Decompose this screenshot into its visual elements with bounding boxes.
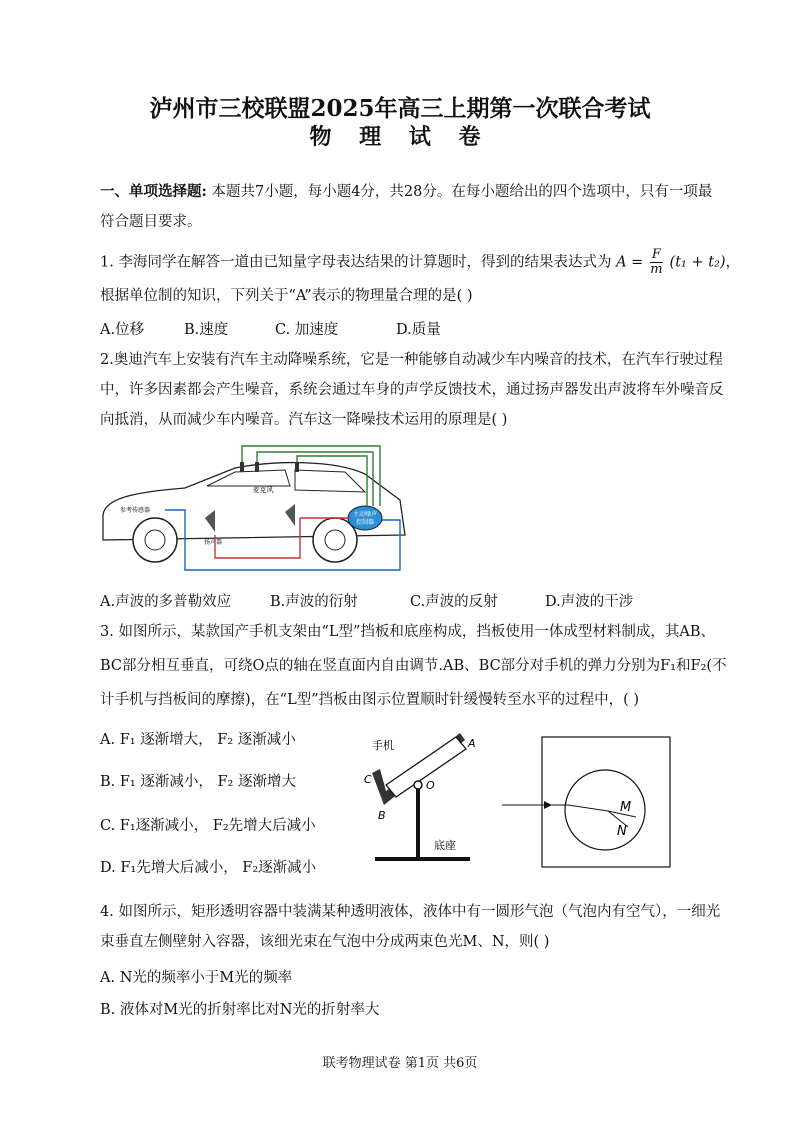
controller-label-2: 控制器 xyxy=(355,519,375,526)
q1-formula-left: A = xyxy=(616,254,644,271)
label-b: B xyxy=(378,809,386,822)
car-noise-figure xyxy=(95,440,415,580)
car-window-front xyxy=(207,470,290,486)
q4-option-b[interactable]: B. 液体对M光的折射率比对N光的折射率大 xyxy=(100,1002,380,1018)
q3-option-b[interactable]: B. F₁ 逐渐减小， F₂ 逐渐增大 xyxy=(100,774,296,790)
section1-intro-b: 符合题目要求。 xyxy=(100,214,202,230)
q2-option-a[interactable]: A.声波的多普勒效应 xyxy=(100,594,232,610)
q1-text-a: 1. 李海同学在解答一道由已知量字母表达结果的计算题时，得到的结果表达式为 xyxy=(100,254,612,271)
q1-option-d[interactable]: D.质量 xyxy=(396,322,441,338)
container-box xyxy=(542,737,670,867)
q3-option-c[interactable]: C. F₁逐渐减小， F₂先增大后减小 xyxy=(100,818,316,834)
section1-intro xyxy=(100,182,713,202)
q2-option-c[interactable]: C.声波的反射 xyxy=(410,594,498,610)
q4-line1: 4. 如图所示，矩形透明容器中装满某种透明液体，液体中有一圆形气泡（气泡内有空气），一细光 xyxy=(100,904,721,920)
green-wire-1 xyxy=(242,446,380,506)
exam-title: 泸州市三校联盟2025年高三上期第一次联合考试 xyxy=(149,95,651,122)
label-base: 底座 xyxy=(434,839,456,852)
q3-line1: 3. 如图所示，某款国产手机支架由“L型”挡板和底座构成，挡板使用一体成型材料制成，其AB、 xyxy=(100,624,716,640)
q3-option-d[interactable]: D. F₁先增大后减小， F₂逐渐减小 xyxy=(100,860,317,876)
q1-stem-a xyxy=(100,247,741,277)
label-c: C xyxy=(364,773,372,786)
q3-line3: 计手机与挡板间的摩擦)，在“L型”挡板由图示位置顺时针缓慢转至水平的过程中，( ) xyxy=(100,692,640,708)
q2-option-b[interactable]: B.声波的衍射 xyxy=(270,594,358,610)
speaker-rear-icon xyxy=(285,504,295,526)
q3-option-a[interactable]: A. F₁ 逐渐增大， F₂ 逐渐减小 xyxy=(100,732,296,748)
controller-label-1: 主动噪声 xyxy=(352,511,378,518)
ray-in-bubble xyxy=(568,805,608,811)
bubble-refraction-figure xyxy=(500,735,675,870)
section1-heading: 一、单项选择题: xyxy=(100,183,207,200)
q4-line2: 束垂直左侧壁射入容器，该细光束在气泡中分成两束色光M、N，则( ) xyxy=(100,934,550,950)
phone-holder-figure xyxy=(360,725,520,870)
q3-line2: BC部分相互垂直，可绕O点的轴在竖直面内自由调节.AB、BC部分对手机的弹力分别为F₁和F₂(不 xyxy=(100,658,727,674)
page-footer: 联考物理试卷 第1页 共6页 xyxy=(322,1056,478,1071)
q1-formula-den: m xyxy=(650,262,663,277)
mic-3 xyxy=(295,462,299,472)
q2-line2: 中，许多因素都会产生噪音，系统会通过车身的声学反馈技术，通过扬声器发出声波将车外噪音反 xyxy=(100,382,724,398)
q1-formula-num: F xyxy=(651,247,661,262)
q1-option-a[interactable]: A.位移 xyxy=(100,322,145,338)
section1-intro-a: 本题共7小题，每小题4分，共28分。在每小题给出的四个选项中，只有一项最 xyxy=(211,184,713,200)
q1-text-a-end: ， xyxy=(725,254,741,271)
car-window-rear xyxy=(295,470,365,492)
pivot-o xyxy=(414,781,422,789)
mic-2 xyxy=(255,462,259,472)
sensor-label: 参考传感器 xyxy=(119,507,151,514)
q1-formula-right: (t₁ + t₂) xyxy=(669,254,726,271)
exam-subtitle: 物 理 试 卷 xyxy=(309,124,491,150)
speaker-front-icon xyxy=(205,510,215,532)
mic-1 xyxy=(240,462,244,472)
q1-option-c[interactable]: C. 加速度 xyxy=(275,322,339,338)
q1-formula-fraction xyxy=(650,248,663,277)
mic-label: 麦克风 xyxy=(252,486,274,494)
q2-option-d[interactable]: D.声波的干涉 xyxy=(545,594,634,610)
incident-arrow-icon xyxy=(544,801,552,809)
q1-stem-b: 根据单位制的知识，下列关于“A”表示的物理量合理的是( ) xyxy=(100,288,473,304)
green-wire-2 xyxy=(257,452,373,506)
label-n: N xyxy=(617,824,627,839)
front-wheel xyxy=(133,518,177,562)
q4-option-a[interactable]: A. N光的频率小于M光的频率 xyxy=(100,970,293,986)
label-phone: 手机 xyxy=(372,739,394,752)
label-m: M xyxy=(620,800,632,815)
q2-line1: 2.奥迪汽车上安装有汽车主动降噪系统，它是一种能够自动减少车内噪音的技术，在汽车行驶过程 xyxy=(100,352,723,368)
noise-controller xyxy=(348,506,382,530)
speaker-label: 扬声器 xyxy=(203,539,223,546)
q1-option-b[interactable]: B.速度 xyxy=(184,322,229,338)
label-a: A xyxy=(468,737,476,750)
label-o: O xyxy=(426,779,435,792)
air-bubble xyxy=(565,770,645,850)
q2-line3: 向抵消，从而减少车内噪音。汽车这一降噪技术运用的原理是( ) xyxy=(100,412,508,428)
